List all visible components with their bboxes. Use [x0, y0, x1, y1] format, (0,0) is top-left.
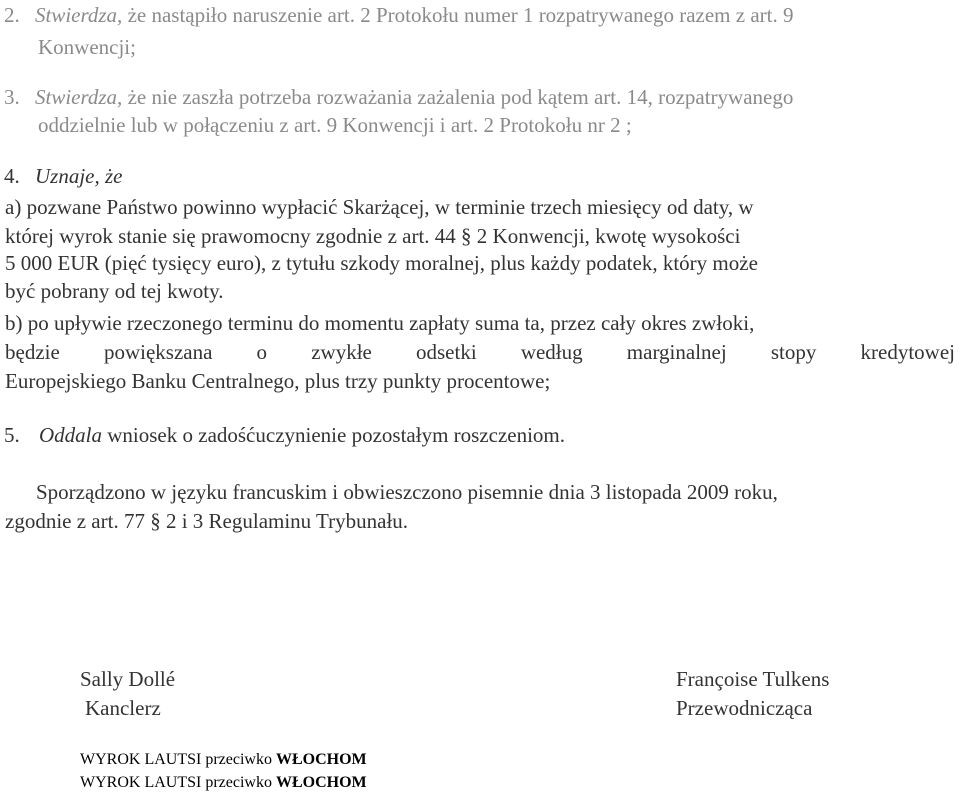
item-2-line-2: Konwencji; [38, 35, 136, 59]
item-4b-line-2: będzie powiększana o zwykłe odsetki według marginalnej stopy kredytowej [5, 340, 955, 364]
footer-party: WŁOCHOM [275, 774, 367, 791]
signature-right-role: Przewodnicząca [676, 696, 813, 720]
item-2-text: że nastąpiło naruszenie art. 2 Protokołu numer 1 rozpatrywanego razem z art. 9 [127, 3, 794, 27]
item-3-line-1 [4, 87, 793, 108]
footer-prefix: WYROK LAUTSI przeciwko [80, 774, 272, 791]
item-4b-line-1: b) po upływie rzeczonego terminu do momentu zapłaty suma ta, przez cały okres zwłoki, [5, 311, 755, 335]
footer-running-head-1 [80, 752, 367, 768]
item-4a-line-2: której wyrok stanie się prawomocny zgodnie z art. 44 § 2 Konwencji, kwotę wysokości [5, 224, 741, 248]
item-2-emph: Stwierdza, [35, 3, 123, 27]
item-3-text: że nie zaszła potrzeba rozważania zażalenia pod kątem art. 14, rozpatrywanego [127, 85, 794, 109]
signature-right-name: Françoise Tulkens [676, 667, 830, 691]
item-3-emph: Stwierdza, [35, 85, 123, 109]
item-3-number: 3. [4, 85, 20, 109]
closing-line-1: Sporządzono w języku francuskim i obwieszczono pisemnie dnia 3 listopada 2009 roku, [36, 480, 778, 504]
footer-running-head-2 [80, 775, 367, 791]
item-4-emph: Uznaje, że [35, 164, 123, 188]
item-4-heading [4, 166, 123, 187]
item-5-number: 5. [4, 423, 20, 447]
item-4-number: 4. [4, 164, 20, 188]
closing-line-2: zgodnie z art. 77 § 2 i 3 Regulaminu Trybunału. [5, 509, 409, 533]
item-4b-line-3: Europejskiego Banku Centralnego, plus trzy punkty procentowe; [5, 369, 551, 393]
item-2-number: 2. [4, 3, 20, 27]
item-5-text: wniosek o zadośćuczynienie pozostałym roszczeniom. [107, 423, 566, 447]
item-2-line-1 [4, 5, 793, 26]
footer-party: WŁOCHOM [275, 751, 367, 768]
item-3-line-2: oddzielnie lub w połączeniu z art. 9 Konwencji i art. 2 Protokołu nr 2 ; [38, 113, 632, 137]
signature-left-role: Kanclerz [85, 696, 161, 720]
item-4a-line-1: a) pozwane Państwo powinno wypłacić Skarżącej, w terminie trzech miesięcy od daty, w [5, 195, 754, 219]
item-4a-line-4: być pobrany od tej kwoty. [5, 279, 224, 303]
item-4a-line-3: 5 000 EUR (pięć tysięcy euro), z tytułu szkody moralnej, plus każdy podatek, który może [5, 251, 758, 275]
item-5-emph: Oddala [39, 423, 102, 447]
footer-prefix: WYROK LAUTSI przeciwko [80, 751, 272, 768]
item-5-line [4, 425, 565, 446]
signature-left-name: Sally Dollé [80, 667, 176, 691]
